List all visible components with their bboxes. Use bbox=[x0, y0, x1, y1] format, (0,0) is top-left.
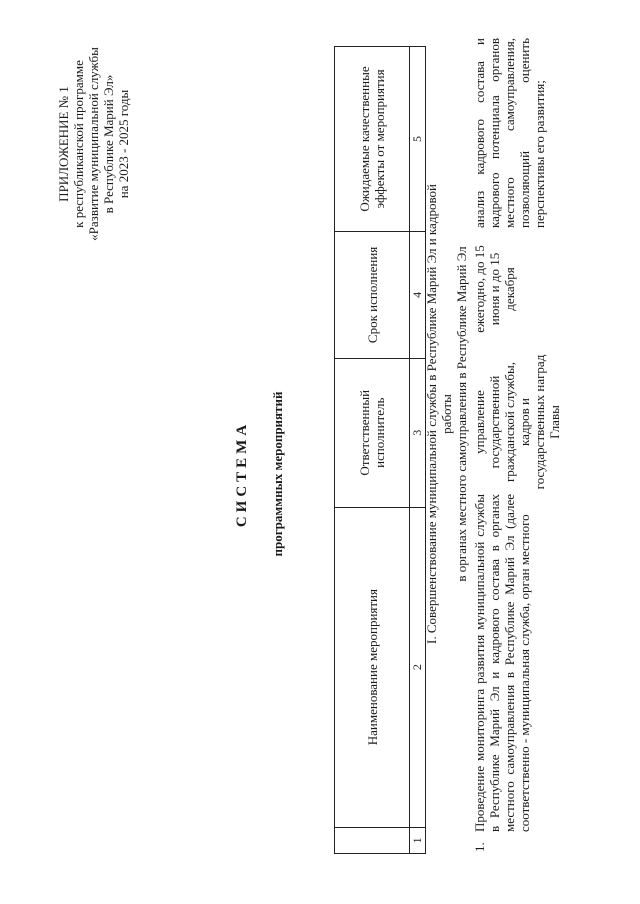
appendix-line: ПРИЛОЖЕНИЕ № 1 bbox=[56, 86, 71, 202]
header-cell-name: Наименование мероприятия bbox=[335, 507, 410, 827]
column-number: 3 bbox=[410, 358, 426, 507]
row-term: ежегодно, до 15 июня и до 15 декабря bbox=[472, 245, 517, 333]
document-subtitle: программных мероприятий bbox=[270, 391, 285, 557]
header-cell-term: Срок исполнения bbox=[335, 231, 410, 358]
header-cell-index bbox=[335, 827, 410, 853]
row-executor: управление государственной гражданской службы, кадров и государственных наград Главы bbox=[472, 354, 562, 490]
column-number: 1 bbox=[410, 827, 426, 853]
header-cell-effects: Ожидаемые качественные эффекты от мероприятия bbox=[335, 47, 410, 232]
appendix-line: в Республике Марий Эл» bbox=[101, 74, 116, 214]
row-effect: анализ кадрового состава и кадрового потенциала органов местного самоуправления, позволяющий оценить перспективы его развития; bbox=[472, 38, 547, 228]
section-heading bbox=[424, 164, 469, 664]
column-number: 4 bbox=[410, 231, 426, 358]
appendix-line: к республиканской программе bbox=[71, 60, 86, 228]
appendix-line: «Развитие муниципальной службы bbox=[86, 47, 101, 241]
measures-table bbox=[334, 46, 426, 854]
column-number: 2 bbox=[410, 507, 426, 827]
table-header-row bbox=[335, 47, 410, 854]
document-title: СИСТЕМА bbox=[234, 420, 250, 528]
section-heading-line: I. Совершенствование муниципальной службы в Республике Марий Эл и кадровой работы bbox=[424, 184, 454, 644]
column-number: 5 bbox=[410, 47, 426, 232]
appendix-line: на 2023 - 2025 годы bbox=[116, 89, 131, 199]
header-cell-executor: Ответственный исполнитель bbox=[335, 358, 410, 507]
appendix-header bbox=[56, 24, 131, 264]
row-number: 1. bbox=[472, 842, 487, 852]
section-heading-line: в органах местного самоуправления в Республике Марий Эл bbox=[454, 246, 469, 582]
row-measure-name: Проведение мониторинга развития муниципальной службы в Республике Марий Эл и кадрового состава в органах местного самоуправления в Республике Марий Эл (далее соответственно - муниципальная служба, орган местного bbox=[472, 494, 532, 832]
